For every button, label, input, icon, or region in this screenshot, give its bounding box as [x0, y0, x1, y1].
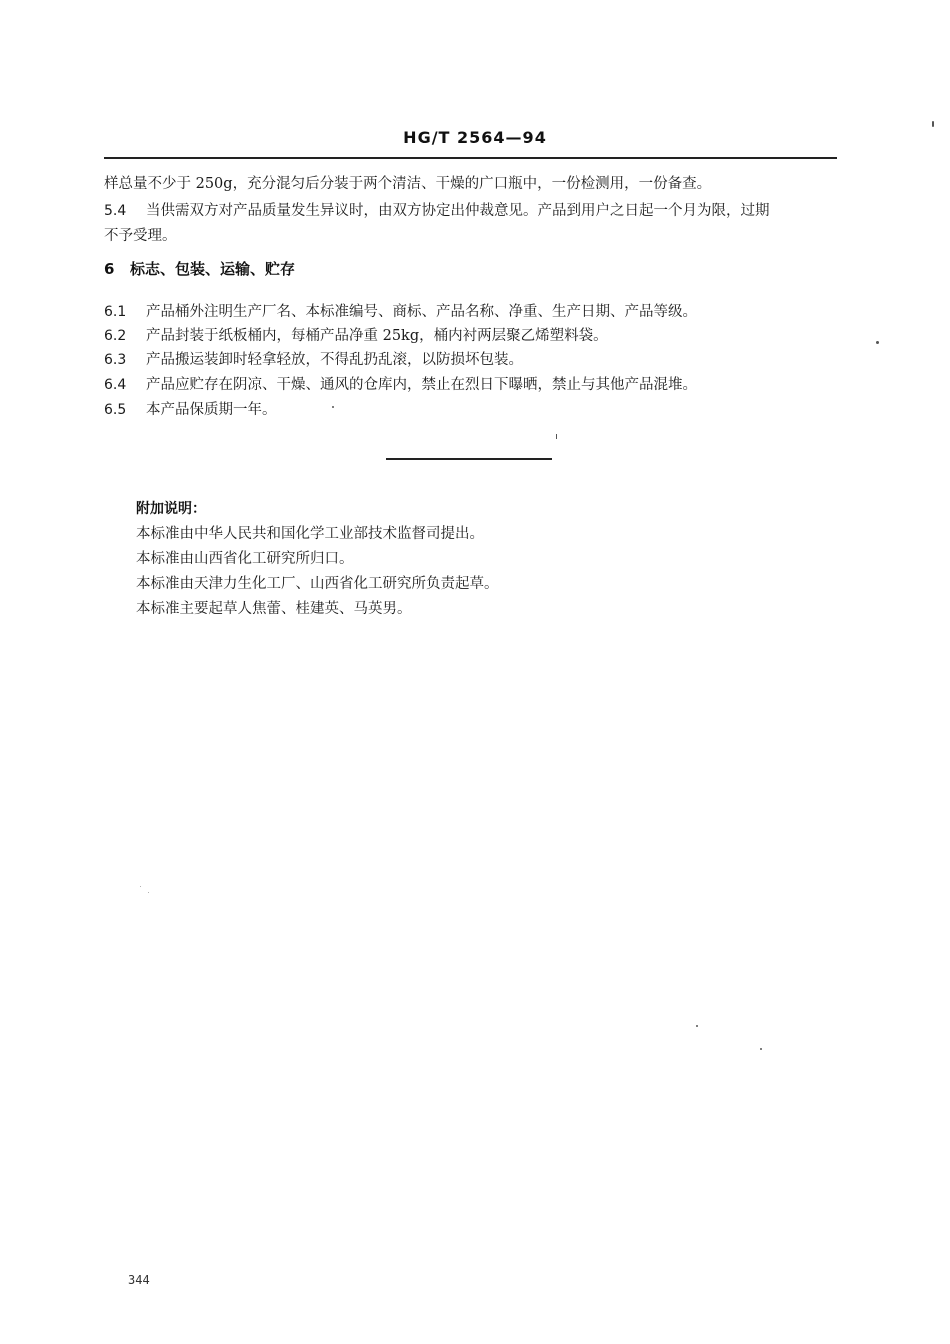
clause-text: 产品桶外注明生产厂名、本标准编号、商标、产品名称、净重、生产日期、产品等级。: [146, 304, 697, 320]
clause-6-3: [104, 348, 844, 372]
additional-note-line: 本标准主要起草人焦蕾、桂建英、马英男。: [136, 601, 412, 617]
section-title: 标志、包装、运输、贮存: [130, 260, 296, 278]
header-rule: [104, 157, 837, 159]
clause-6-4: [104, 373, 844, 397]
clause-text: 本产品保质期一年。: [146, 402, 277, 418]
continuation-text: 样总量不少于 250g，充分混匀后分装于两个清洁、干燥的广口瓶中，一份检测用，一份备查。: [104, 176, 712, 192]
clause-number: 6.2: [104, 328, 127, 344]
page-header-standard-code: HG/T 2564—94: [403, 128, 547, 147]
scan-speck: [556, 434, 557, 439]
clause-text-line1: 当供需双方对产品质量发生异议时，由双方协定出仲裁意见。产品到用户之日起一个月为限，过期: [146, 203, 770, 219]
clause-6-5: [104, 398, 844, 422]
clause-text: 产品搬运装卸时轻拿轻放，不得乱扔乱滚，以防损坏包装。: [146, 352, 523, 368]
section-6-heading: [104, 258, 295, 279]
end-of-standard-rule: [386, 458, 552, 460]
clause-text: 产品封装于纸板桶内，每桶产品净重 25kg，桶内衬两层聚乙烯塑料袋。: [146, 328, 608, 344]
section-number: 6: [104, 260, 115, 278]
clause-5-4: [104, 199, 844, 223]
clause-number: 6.3: [104, 352, 127, 368]
scan-speck: [696, 1025, 698, 1027]
scan-speck: [148, 892, 149, 893]
scan-speck: [876, 341, 879, 344]
clause-6-2: [104, 324, 844, 348]
additional-notes-title: 附加说明：: [136, 501, 206, 517]
page-number: 344: [128, 1273, 150, 1287]
scan-speck: [760, 1048, 762, 1050]
clause-6-1: [104, 300, 844, 324]
scan-speck: [140, 886, 141, 887]
clause-number: 6.1: [104, 304, 127, 320]
clause-number: 5.4: [104, 203, 127, 219]
scan-speck: [332, 406, 334, 408]
additional-note-line: 本标准由山西省化工研究所归口。: [136, 551, 354, 567]
clause-number: 6.4: [104, 377, 127, 393]
clause-text: 产品应贮存在阴凉、干燥、通风的仓库内，禁止在烈日下曝晒，禁止与其他产品混堆。: [146, 377, 697, 393]
clause-number: 6.5: [104, 402, 127, 418]
additional-note-line: 本标准由天津力生化工厂、山西省化工研究所负责起草。: [136, 576, 499, 592]
additional-note-line: 本标准由中华人民共和国化学工业部技术监督司提出。: [136, 526, 484, 542]
clause-5-4-continuation: 不予受理。: [104, 228, 177, 244]
scan-speck: [932, 121, 934, 127]
